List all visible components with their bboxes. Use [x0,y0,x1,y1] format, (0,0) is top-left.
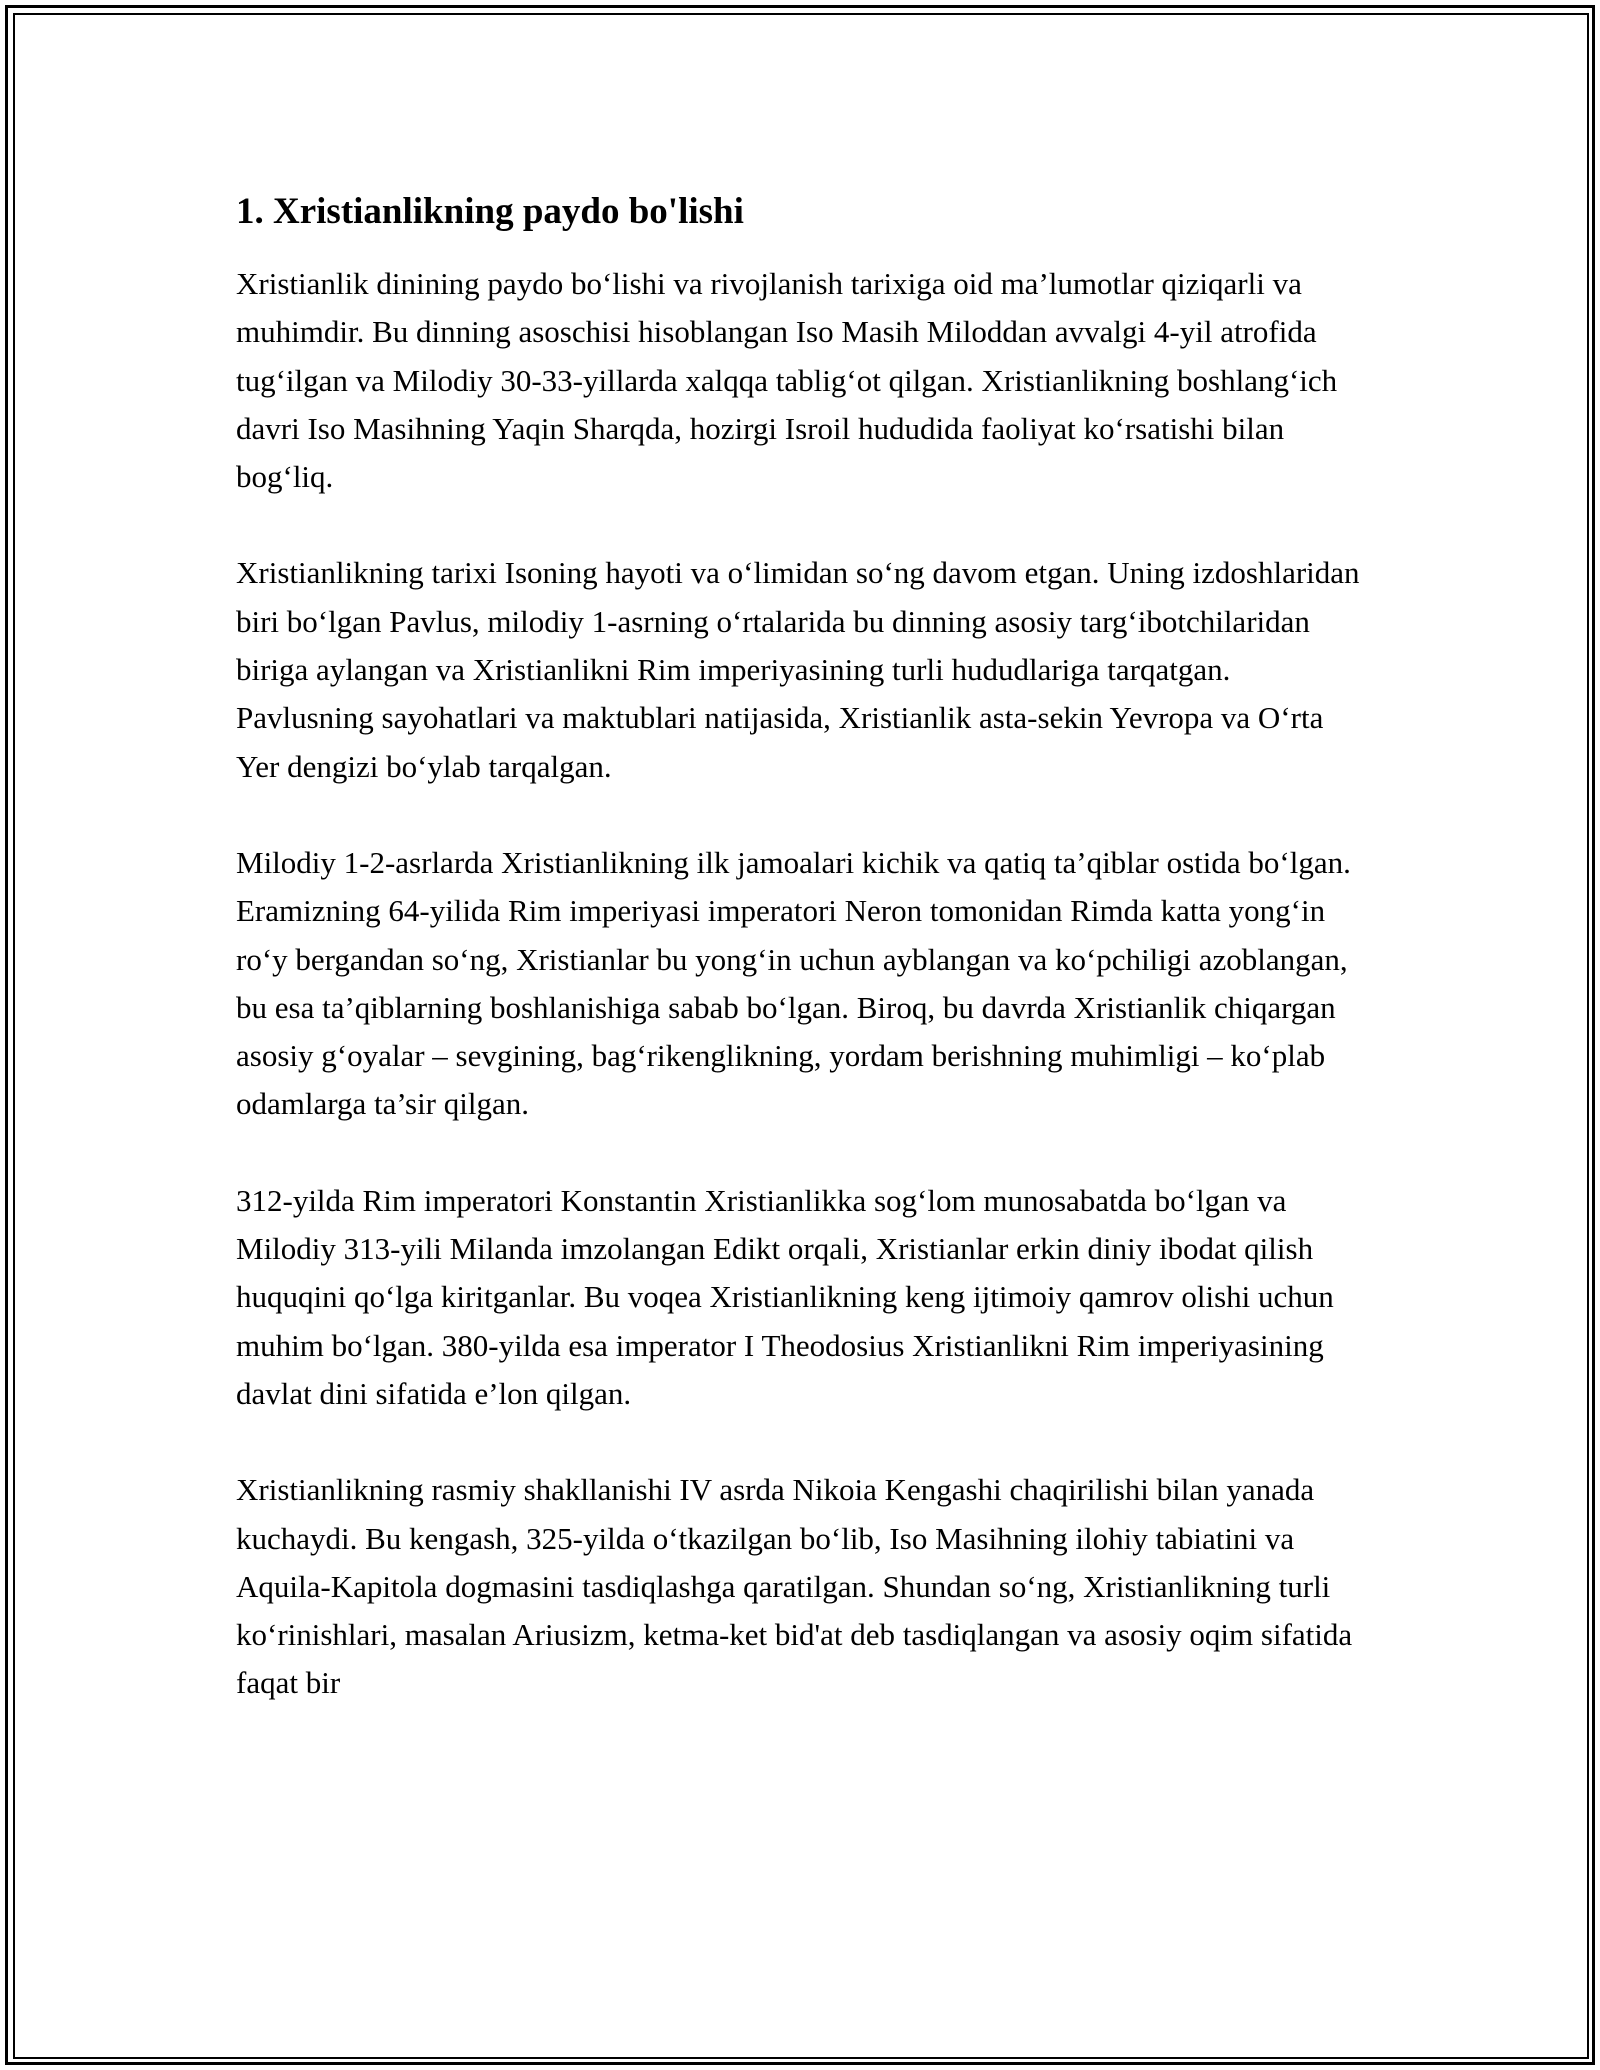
document-content [236,186,1366,1708]
paragraph-5: Xristianlikning rasmiy shakllanishi IV asrda Nikoia Kengashi chaqirilishi bilan yanada kuchaydi. Bu kengash, 325-yilda o‘tkazilgan bo‘lib, Iso Masihning ilohiy tabiatini va Aquila-Kapitola dogmasini tasdiqlashga qaratilgan. Shundan so‘ng, Xristianlikning turli ko‘rinishlari, masalan Ariusizm, ketma-ket bid'at deb tasdiqlangan va asosiy oqim sifatida faqat bir [236,1472,1353,1701]
paragraph-4: 312-yilda Rim imperatori Konstantin Xristianlikka sog‘lom munosabatda bo‘lgan va Milodiy 313-yili Milanda imzolangan Edikt orqali, Xristianlar erkin diniy ibodat qilish huquqini qo‘lga kiritganlar. Bu voqea Xristianlikning keng ijtimoiy qamrov olishi uchun muhim bo‘lgan. 380-yilda esa imperator I Theodosius Xristianlikni Rim imperiyasining davlat dini sifatida e’lon qilgan. [236,1182,1334,1411]
paragraph-2: Xristianlikning tarixi Isoning hayoti va o‘limidan so‘ng davom etgan. Uning izdoshlaridan biri bo‘lgan Pavlus, milodiy 1-asrning o‘rtalarida bu dinning asosiy targ‘ibotchilaridan biriga aylangan va Xristianlikni Rim imperiyasining turli hududlariga tarqatgan. Pavlusning sayohatlari va maktublari natijasida, Xristianlik asta-sekin Yevropa va O‘rta Yer dengizi bo‘ylab tarqalgan. [236,555,1360,784]
paragraph-1: Xristianlik dinining paydo bo‘lishi va rivojlanish tarixiga oid ma’lumotlar qiziqarli va muhimdir. Bu dinning asoschisi hisoblangan Iso Masih Miloddan avvalgi 4-yil atrofida tug‘ilgan va Milodiy 30-33-yillarda xalqqa tablig‘ot qilgan. Xristianlikning boshlang‘ich davri Iso Masihning Yaqin Sharqda, hozirgi Isroil hududida faoliyat ko‘rsatishi bilan bog‘liq. [236,266,1338,495]
section-heading: 1. Xristianlikning paydo bo'lishi [236,191,744,232]
paragraph-3: Milodiy 1-2-asrlarda Xristianlikning ilk jamoalari kichik va qatiq ta’qiblar ostida bo‘lgan. Eramizning 64-yilida Rim imperiyasi imperatori Neron tomonidan Rimda katta yong‘in ro‘y bergandan so‘ng, Xristianlar bu yong‘in uchun ayblangan va ko‘pchiligi azoblangan, bu esa ta’qiblarning boshlanishiga sabab bo‘lgan. Biroq, bu davrda Xristianlik chiqargan asosiy g‘oyalar – sevgining, bag‘rikenglikning, yordam berishning muhimligi – ko‘plab odamlarga ta’sir qilgan. [236,844,1351,1122]
